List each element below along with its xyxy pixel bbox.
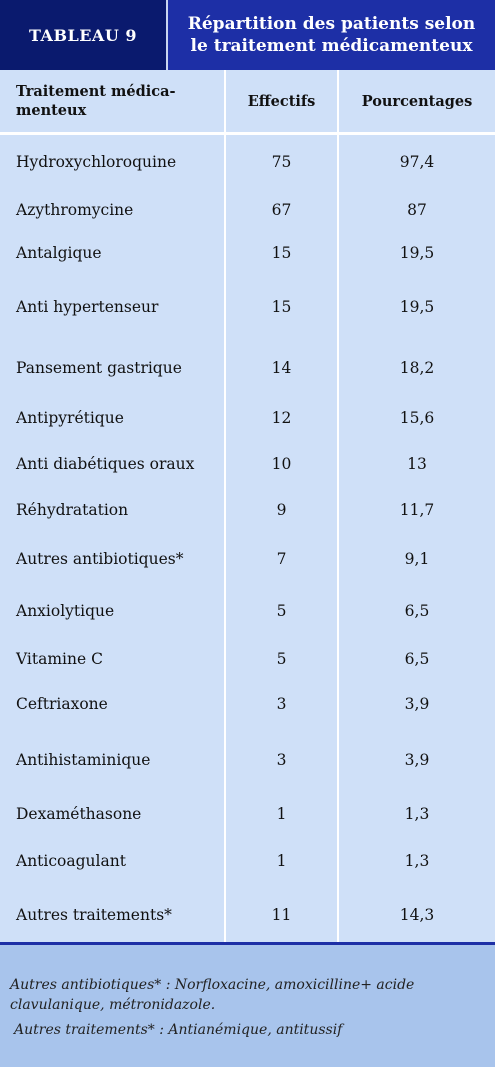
treatment-name-cell: Autres antibiotiques* <box>16 550 184 568</box>
treatment-name-cell: Pansement gastrique <box>16 358 182 377</box>
footnote-other-treatments: Autres traitements* : Antianémique, antitussif <box>14 1022 343 1038</box>
count-cell: 5 <box>276 649 287 668</box>
table-row <box>0 135 495 188</box>
table-title-line1: Répartition des patients selon <box>187 14 476 34</box>
treatment-name-cell: Anticoagulant <box>16 852 126 870</box>
column-header-count: Effectifs <box>247 92 316 110</box>
count-cell: 1 <box>276 852 287 870</box>
count-cell: 3 <box>276 695 287 713</box>
percent-cell: 6,5 <box>404 649 430 668</box>
percent-cell: 3,9 <box>404 695 430 713</box>
treatment-name-cell: Antihistaminique <box>16 751 151 769</box>
column-header-treatment-line1: Traitement médica- <box>16 83 176 100</box>
column-header-treatment-line2: menteux <box>16 102 87 119</box>
column-header-percent: Pourcentages <box>361 92 473 110</box>
table-row <box>0 533 495 585</box>
percent-cell: 18,2 <box>399 358 435 377</box>
percent-cell: 14,3 <box>399 905 435 924</box>
table-row <box>0 835 495 887</box>
percent-cell: 87 <box>407 201 427 219</box>
table-row <box>0 232 495 274</box>
count-cell: 12 <box>271 408 292 427</box>
percent-cell: 19,5 <box>399 298 435 316</box>
treatment-name-cell: Hydroxychloroquine <box>16 152 177 171</box>
table-row <box>0 636 495 681</box>
count-cell: 15 <box>271 298 292 316</box>
table-header <box>0 0 495 70</box>
percent-cell: 1,3 <box>404 852 430 870</box>
count-cell: 7 <box>276 550 287 568</box>
percent-cell: 19,5 <box>399 244 435 262</box>
percent-cell: 11,7 <box>399 501 435 519</box>
count-cell: 11 <box>271 905 292 924</box>
table-row <box>0 340 495 395</box>
percent-cell: 97,4 <box>399 152 435 171</box>
footnote-antibiotics: Autres antibiotiques* : Norfloxacine, amoxicilline+ acide clavulanique, métronidazole. <box>10 977 415 1013</box>
table-title <box>168 0 495 70</box>
count-cell: 15 <box>271 244 292 262</box>
column-header-treatment <box>16 70 216 132</box>
treatment-name-cell: Réhydratation <box>16 501 129 519</box>
percent-cell: 3,9 <box>404 751 430 769</box>
table-row <box>0 487 495 533</box>
table-row <box>0 793 495 835</box>
table-number-label: TABLEAU 9 <box>0 0 166 70</box>
treatment-name-cell: Antipyrétique <box>16 408 124 427</box>
table-row <box>0 188 495 232</box>
footnote-box <box>0 945 495 1067</box>
treatment-name-cell: Azythromycine <box>16 201 134 219</box>
treatment-name-cell: Anxiolytique <box>16 601 115 620</box>
percent-cell: 9,1 <box>404 550 430 568</box>
table-row <box>0 727 495 793</box>
count-cell: 10 <box>271 454 292 473</box>
table-row <box>0 395 495 440</box>
percent-cell: 1,3 <box>404 805 430 823</box>
count-cell: 67 <box>271 201 292 219</box>
table-title-line2: le traitement médicamenteux <box>190 36 473 56</box>
percent-cell: 6,5 <box>404 601 430 620</box>
table-row <box>0 887 495 942</box>
count-cell: 14 <box>271 358 292 377</box>
count-cell: 1 <box>276 805 287 823</box>
treatment-name-cell: Vitamine C <box>16 649 103 668</box>
treatment-name-cell: Ceftriaxone <box>16 695 108 713</box>
treatment-name-cell: Dexaméthasone <box>16 805 142 823</box>
column-header-row <box>0 70 495 132</box>
percent-cell: 15,6 <box>399 408 435 427</box>
table-row <box>0 440 495 487</box>
treatment-name-cell: Anti diabétiques oraux <box>16 454 195 473</box>
treatment-name-cell: Anti hypertenseur <box>16 298 159 316</box>
treatment-name-cell: Antalgique <box>16 244 102 262</box>
count-cell: 5 <box>276 601 287 620</box>
table-row <box>0 681 495 727</box>
percent-cell: 13 <box>407 454 427 473</box>
count-cell: 3 <box>276 751 287 769</box>
count-cell: 9 <box>276 501 287 519</box>
count-cell: 75 <box>271 152 292 171</box>
treatment-name-cell: Autres traitements* <box>16 905 172 924</box>
table-row <box>0 585 495 636</box>
table-row <box>0 274 495 340</box>
